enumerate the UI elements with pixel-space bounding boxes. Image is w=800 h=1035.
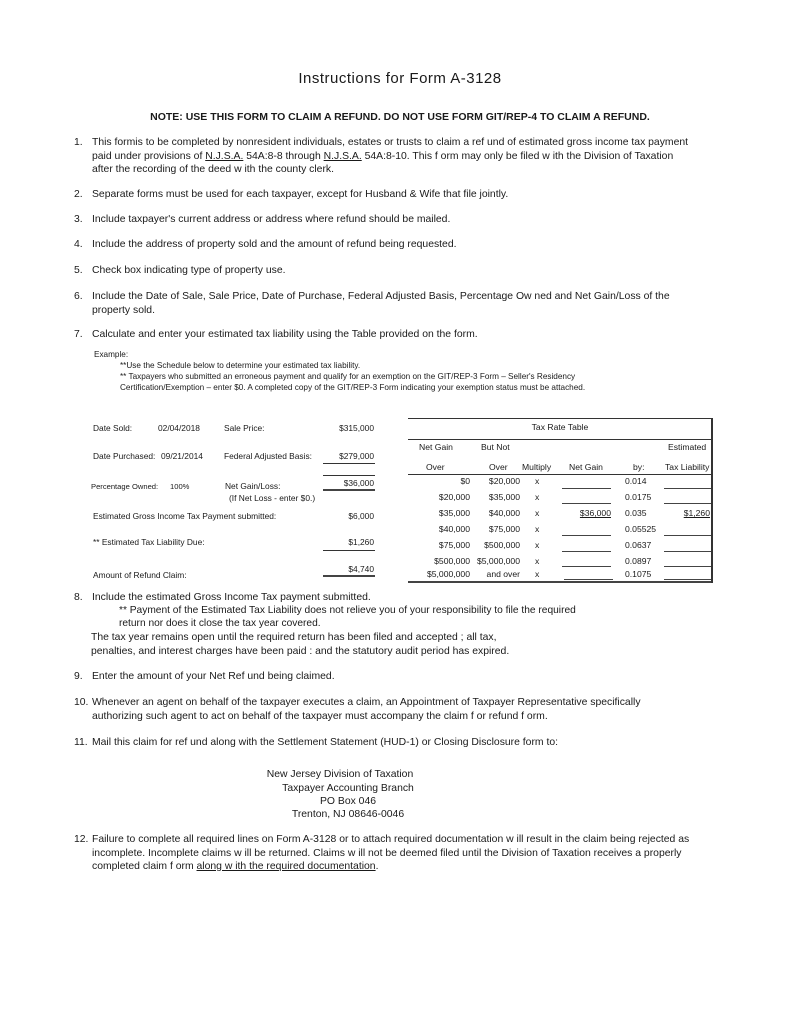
cell-over: $35,000 xyxy=(438,508,470,518)
header-multiply: Multiply xyxy=(522,462,552,472)
instruction-item-12 xyxy=(74,833,694,875)
item-number: 9. xyxy=(74,671,83,682)
basis-underline xyxy=(323,463,375,464)
header-but-not-over-2: Over xyxy=(489,462,508,472)
cell-multiply: x xyxy=(535,540,540,550)
address-line-1: New Jersey Division of Taxation xyxy=(266,769,414,780)
item-text-part: 54A:8-8 through xyxy=(243,150,324,162)
item-8-extra-2: penalties, and interest charges have been paid : and the statutory audit period has expired. xyxy=(91,646,510,657)
table-right-border xyxy=(711,418,713,583)
item-text-part: Failure to complete all required lines on Form A-3128 or to attach required documentation w ill result in the claim being rejected as incomplete. Incomplete claims w ill be returned. Claims w ill not be deemed filed until the Division of Taxation receives a properly completed claim f orm xyxy=(92,834,690,872)
cell-multiply: x xyxy=(535,508,540,518)
cell-over: $40,000 xyxy=(438,524,470,534)
item-number: 12. xyxy=(74,834,89,845)
item-text: Mail this claim for ref und along with the Settlement Statement (HUD-1) or Closing Disclosure form to: xyxy=(92,737,559,748)
instruction-item-1 xyxy=(74,136,694,178)
liability-blank xyxy=(664,579,711,580)
cell-rate: 0.0637 xyxy=(625,540,652,550)
sale-price-value: $315,000 xyxy=(339,423,374,433)
cell-multiply: x xyxy=(535,476,540,486)
header-net-gain-over-1: Net Gain xyxy=(419,442,453,452)
net-gain-value: $36,000 xyxy=(343,478,374,488)
item-number: 10. xyxy=(74,697,89,708)
date-sold-label: Date Sold: xyxy=(93,423,133,433)
date-purchased-label: Date Purchased: xyxy=(93,451,156,461)
net-gain-blank xyxy=(562,551,611,552)
cell-not-over: $20,000 xyxy=(488,476,520,486)
cell-over: $500,000 xyxy=(434,556,470,566)
cell-not-over: $35,000 xyxy=(488,492,520,502)
cell-not-over: $5,000,000 xyxy=(476,556,520,566)
item-text: Enter the amount of your Net Ref und being claimed. xyxy=(92,671,335,682)
cell-not-over: and over xyxy=(486,569,520,579)
header-net-gain-over-2: Over xyxy=(426,462,445,472)
net-gain-blank xyxy=(562,488,611,489)
liability-value: $1,260 xyxy=(348,537,374,547)
item-text: Include the Date of Sale, Sale Price, Date of Purchase, Federal Adjusted Basis, Percentage Ow ned and Net Gain/Loss of the property sold. xyxy=(92,291,670,316)
cell-net-gain: $36,000 xyxy=(579,508,611,518)
example-note-2: ** Taxpayers who submitted an erroneous payment and qualify for an exemption on the GIT/REP-3 Form – Seller's Residency Certification/Exemption – enter $0. A completed copy of the GIT/REP-3 Form indicating your exemption status must be attached. xyxy=(120,372,586,392)
cell-multiply: x xyxy=(535,556,540,566)
cell-over: $20,000 xyxy=(438,492,470,502)
item-text: Include the address of property sold and the amount of refund being requested. xyxy=(92,239,457,250)
example-label: Example: xyxy=(94,350,129,359)
cell-liability: $1,260 xyxy=(683,508,710,518)
table-bottom-border xyxy=(408,581,713,583)
basis-label: Federal Adjusted Basis: xyxy=(224,451,312,461)
refund-value: $4,740 xyxy=(348,564,374,574)
cell-rate: 0.0175 xyxy=(625,492,652,502)
date-purchased-value: 09/21/2014 xyxy=(161,451,203,461)
item-number: 6. xyxy=(74,291,83,302)
payment-label: Estimated Gross Income Tax Payment submitted: xyxy=(93,511,277,521)
header-net-gain: Net Gain xyxy=(569,462,603,472)
table-header-border xyxy=(408,474,712,475)
liability-blank xyxy=(664,535,711,536)
pct-owned-label: Percentage Owned: xyxy=(91,482,159,491)
cell-over: $5,000,000 xyxy=(426,569,470,579)
item-text xyxy=(92,833,692,874)
net-gain-underline xyxy=(323,489,375,491)
item-8-extra-1: The tax year remains open until the required return has been filed and accepted ; all tax, xyxy=(91,632,497,643)
cell-rate: 0.035 xyxy=(625,508,647,518)
address-line-2: Taxpayer Accounting Branch xyxy=(282,783,414,794)
item-number: 3. xyxy=(74,214,83,225)
cell-multiply: x xyxy=(535,569,540,579)
basis-subtract-line xyxy=(323,475,375,476)
net-gain-note: (If Net Loss - enter $0.) xyxy=(229,493,316,503)
liability-blank xyxy=(664,566,711,567)
item-text-part: . xyxy=(375,861,379,872)
item-text xyxy=(92,136,692,177)
net-gain-blank xyxy=(562,566,611,567)
njsa-link: N.J.S.A. xyxy=(205,150,244,162)
refund-label: Amount of Refund Claim: xyxy=(93,570,187,580)
liability-underline xyxy=(323,550,375,551)
cell-rate: 0.1075 xyxy=(625,569,652,579)
cell-rate: 0.014 xyxy=(625,476,647,486)
item-number: 2. xyxy=(74,189,83,200)
item-number: 7. xyxy=(74,329,83,340)
net-gain-blank xyxy=(562,535,611,536)
item-number: 5. xyxy=(74,265,83,276)
example-note-1: **Use the Schedule below to determine your estimated tax liability. xyxy=(120,361,361,370)
liability-label: ** Estimated Tax Liability Due: xyxy=(93,537,205,547)
header-but-not-over-1: But Not xyxy=(481,442,510,452)
header-estimated-1: Estimated xyxy=(668,442,707,452)
header-estimated-2: Tax Liability xyxy=(665,462,710,472)
cell-multiply: x xyxy=(535,524,540,534)
date-sold-value: 02/04/2018 xyxy=(158,423,200,433)
refund-underline xyxy=(323,575,375,577)
cell-over: $75,000 xyxy=(438,540,470,550)
page-title: Instructions for Form A-3128 xyxy=(298,70,502,87)
cell-rate: 0.05525 xyxy=(625,524,657,534)
address-line-3: PO Box 046 xyxy=(319,796,377,807)
address-line-4: Trenton, NJ 08646-0046 xyxy=(291,809,405,820)
cell-not-over: $40,000 xyxy=(488,508,520,518)
item-number: 1. xyxy=(74,137,83,148)
item-text-part: This formis to be completed by nonresident individuals, estates or trusts to claim a ref und of estimated gross income tax payment paid under provisions of xyxy=(92,137,689,162)
item-text: Separate forms must be used for each taxpayer, except for Husband & Wife that file jointly. xyxy=(92,189,509,200)
item-number: 4. xyxy=(74,239,83,250)
table-title: Tax Rate Table xyxy=(531,422,589,432)
net-gain-blank xyxy=(562,503,611,504)
table-title-border xyxy=(408,439,712,440)
liability-blank xyxy=(664,503,711,504)
net-gain-label: Net Gain/Loss: xyxy=(225,481,281,491)
cell-multiply: x xyxy=(535,492,540,502)
note-banner: NOTE: USE THIS FORM TO CLAIM A REFUND. DO NOT USE FORM GIT/REP-4 TO CLAIM A REFUND. xyxy=(150,111,650,123)
cell-not-over: $75,000 xyxy=(488,524,520,534)
item-number: 11. xyxy=(74,737,88,748)
basis-value: $279,000 xyxy=(339,451,374,461)
item-text: Calculate and enter your estimated tax liability using the Table provided on the form. xyxy=(92,329,478,340)
net-gain-blank xyxy=(564,579,613,580)
sale-price-label: Sale Price: xyxy=(224,423,265,433)
payment-value: $6,000 xyxy=(348,511,374,521)
header-by: by: xyxy=(633,462,645,472)
liability-blank xyxy=(664,488,711,489)
table-top-border xyxy=(408,418,712,419)
liability-blank xyxy=(664,551,711,552)
item-text: Check box indicating type of property use. xyxy=(92,265,286,276)
item-text-part: 54A:8-10. This f orm may only be filed w ith the Division of Taxation after the recording of the deed w ith the county clerk. xyxy=(92,150,674,175)
item-text: Include the estimated Gross Income Tax payment submitted. xyxy=(92,592,371,603)
item-number: 8. xyxy=(74,592,83,603)
cell-not-over: $500,000 xyxy=(484,540,520,550)
item-8-subnote: ** Payment of the Estimated Tax Liability does not relieve you of your responsibility to file the required return nor does it close the tax year covered. xyxy=(119,605,576,629)
item-text: Include taxpayer's current address or address where refund should be mailed. xyxy=(92,214,451,225)
pct-owned-value: 100% xyxy=(170,482,190,491)
required-docs-emphasis: along w ith the required documentation xyxy=(196,861,376,872)
cell-over: $0 xyxy=(460,476,470,486)
item-text: Whenever an agent on behalf of the taxpayer executes a claim, an Appointment of Taxpayer Representative specifically authorizing such agent to act on behalf of the taxpayer must accompany the claim f or refund f orm. xyxy=(92,697,641,722)
njsa-link: N.J.S.A. xyxy=(323,150,362,162)
cell-rate: 0.0897 xyxy=(625,556,652,566)
